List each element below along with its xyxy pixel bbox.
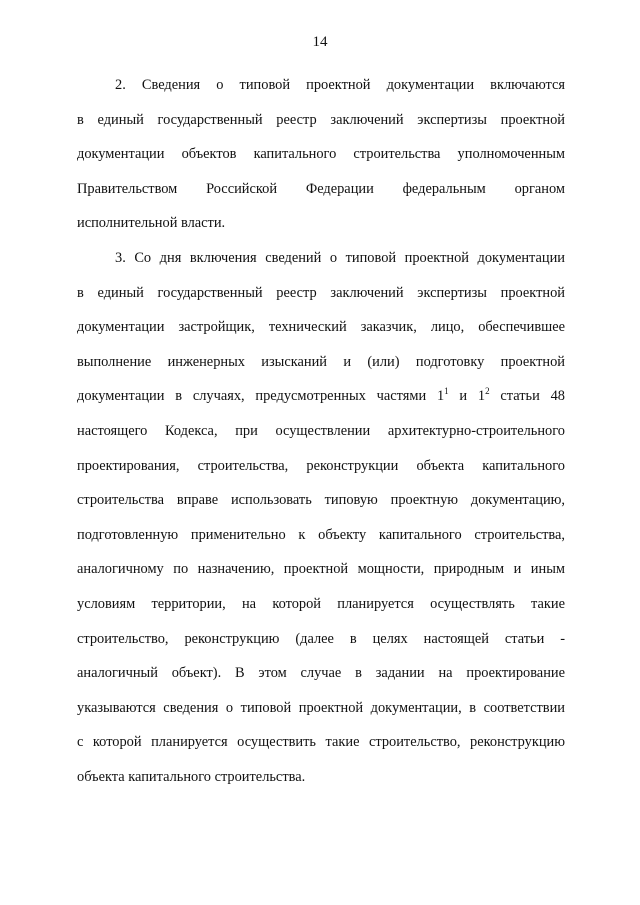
page-number: 14 <box>312 34 328 50</box>
text-line: объекта капитального строительства. <box>77 768 306 785</box>
text-line: документации застройщик, технический заказчик, лицо, обеспечившее <box>77 319 565 336</box>
text-line: настоящего Кодекса, при осуществлении архитектурно-строительного <box>77 422 565 439</box>
text-line: строительства вправе использовать типовую проектную документацию, <box>77 492 565 509</box>
paragraph-2 <box>77 68 565 241</box>
text-line: в единый государственный реестр заключений экспертизы проектной <box>77 111 565 128</box>
superscript: 2 <box>485 386 490 397</box>
text-line: строительство, реконструкцию (далее в целях настоящей статьи - <box>77 630 565 647</box>
text-line: проектирования, строительства, реконструкции объекта капитального <box>77 457 565 474</box>
paragraph-3 <box>77 241 565 795</box>
text-line: Правительством Российской Федерации федеральным органом <box>77 180 565 197</box>
text-line: аналогичному по назначению, проектной мощности, природным и иным <box>77 561 565 578</box>
text-line: в единый государственный реестр заключений экспертизы проектной <box>77 284 565 301</box>
document-body <box>77 68 565 794</box>
text-line: аналогичный объект). В этом случае в задании на проектирование <box>77 665 565 682</box>
superscript: 1 <box>444 386 449 397</box>
text-line: 3. Со дня включения сведений о типовой проектной документации <box>115 249 565 266</box>
text-fragment: статьи 48 <box>489 388 565 405</box>
text-line: документации объектов капитального строительства уполномоченным <box>77 146 565 163</box>
text-line: условиям территории, на которой планируется осуществлять такие <box>77 595 565 612</box>
text-line-with-superscripts <box>77 379 565 414</box>
text-line: указываются сведения о типовой проектной документации, в соответствии <box>77 699 565 716</box>
text-line: 2. Сведения о типовой проектной документации включаются <box>115 77 565 93</box>
text-fragment: и 1 <box>448 388 486 405</box>
text-line: исполнительной власти. <box>77 215 226 232</box>
text-line: выполнение инженерных изысканий и (или) подготовку проектной <box>77 353 565 370</box>
text-fragment: документации в случаях, предусмотренных частями 1 <box>77 388 445 405</box>
text-line: с которой планируется осуществить такие строительство, реконструкцию <box>77 734 565 751</box>
text-line: подготовленную применительно к объекту капитального строительства, <box>77 526 565 543</box>
